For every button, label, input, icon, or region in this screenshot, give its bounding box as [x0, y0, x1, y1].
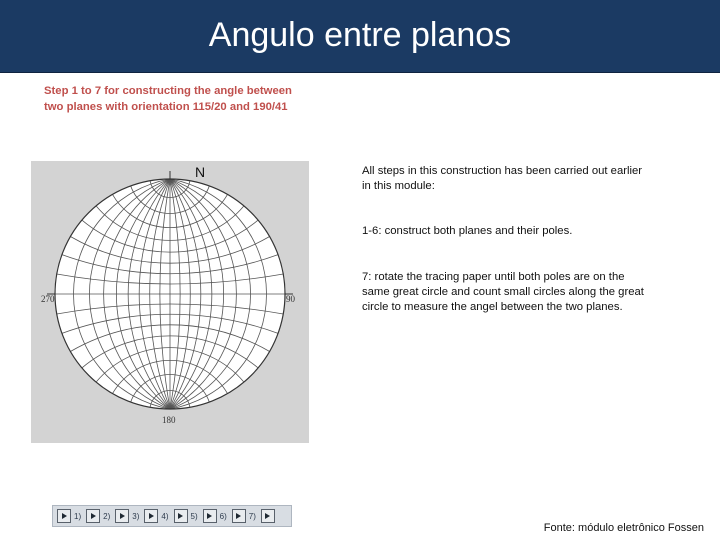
step-toolbar [52, 505, 292, 527]
step-5-control[interactable] [174, 509, 198, 523]
north-label: N [195, 164, 206, 180]
step-2-control[interactable] [86, 509, 110, 523]
slide-header [0, 0, 720, 73]
step-label: 2) [103, 511, 111, 521]
step-label: 5) [190, 511, 198, 521]
play-icon[interactable] [261, 509, 275, 523]
next-control[interactable] [261, 509, 275, 523]
step-4-control[interactable] [144, 509, 168, 523]
description-step-7: 7: rotate the tracing paper until both poles are on the same great circle and count small circles along the great circle to measure the angel between the two planes. [362, 271, 644, 313]
play-icon[interactable] [144, 509, 158, 523]
wulff-net-figure [31, 161, 309, 443]
west-label: 270 [41, 294, 55, 304]
play-icon[interactable] [174, 509, 188, 523]
play-icon[interactable] [203, 509, 217, 523]
step-6-control[interactable] [203, 509, 227, 523]
play-icon[interactable] [232, 509, 246, 523]
step-label: 7) [248, 511, 256, 521]
slide-title: Angulo entre planos [208, 16, 512, 54]
step-7-control[interactable] [232, 509, 256, 523]
east-label: 90 [286, 294, 295, 304]
step-heading: Step 1 to 7 for constructing the angle between two planes with orientation 115/20 and 190/41 [44, 85, 292, 113]
stereonet-panel [31, 161, 309, 443]
description-steps-1-6: 1-6: construct both planes and their poles. [362, 225, 573, 237]
south-label: 180 [162, 415, 176, 425]
description-paragraph: All steps in this construction has been carried out earlier in this module: [362, 165, 643, 192]
step-label: 1) [74, 511, 82, 521]
step-1-control[interactable] [57, 509, 81, 523]
step-label: 6) [219, 511, 227, 521]
step-3-control[interactable] [115, 509, 139, 523]
source-caption: Fonte: módulo eletrônico Fossen [543, 522, 704, 534]
play-icon[interactable] [57, 509, 71, 523]
step-label: 3) [132, 511, 140, 521]
play-icon[interactable] [115, 509, 129, 523]
step-label: 4) [161, 511, 169, 521]
play-icon[interactable] [86, 509, 100, 523]
